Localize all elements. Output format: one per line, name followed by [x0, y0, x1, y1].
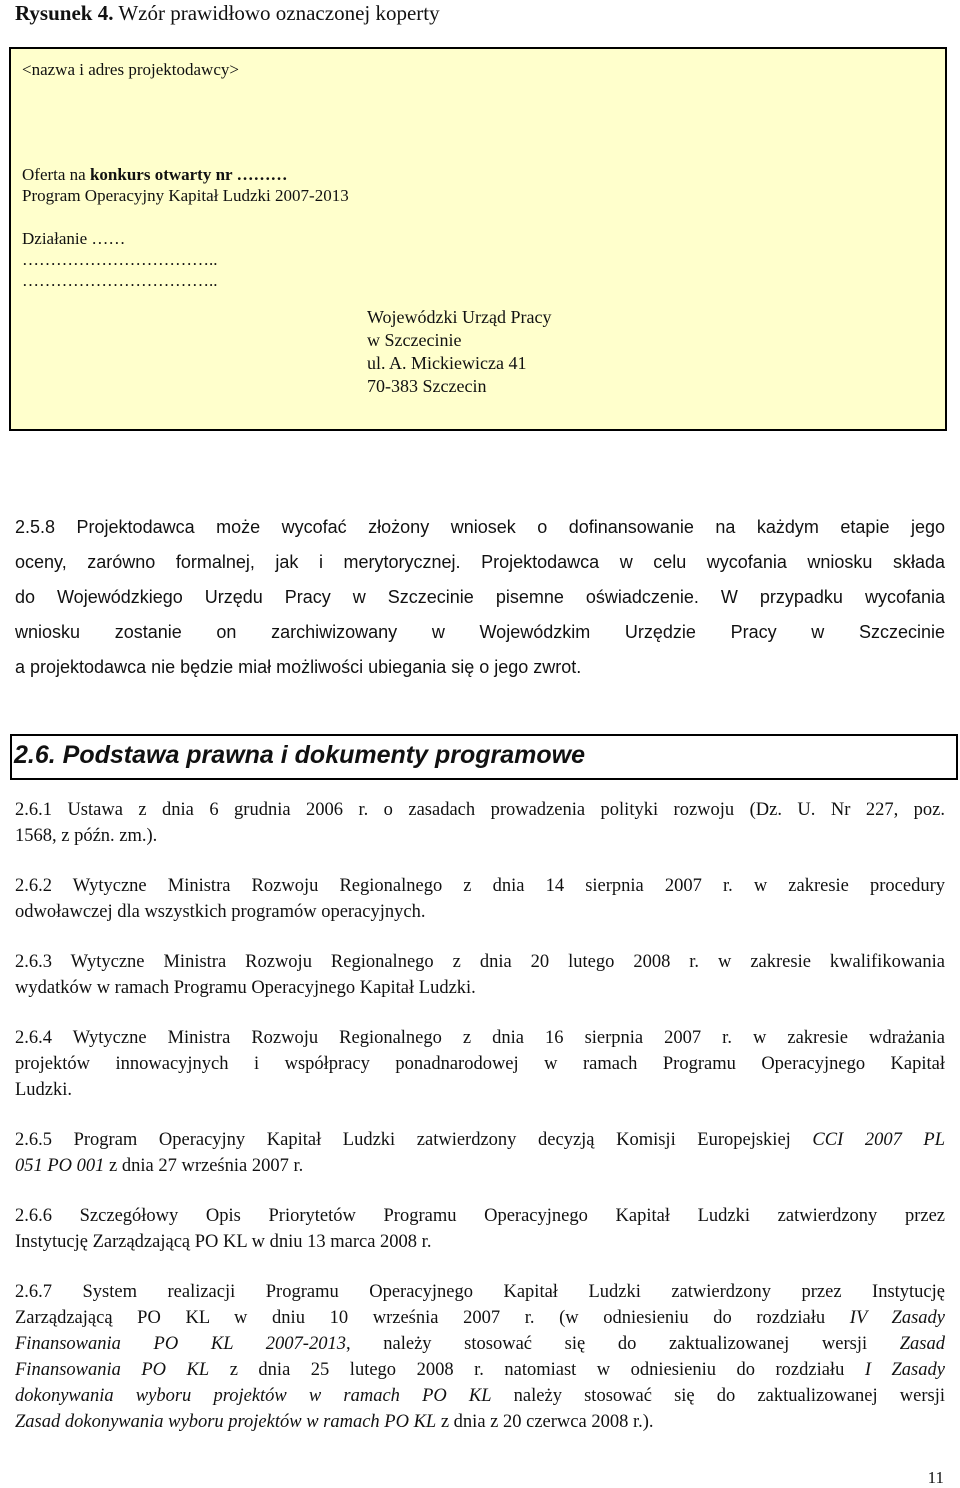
- envelope-address-line2: w Szczecinie: [367, 330, 462, 350]
- reference-line: [15, 1409, 945, 1435]
- envelope-sender: <nazwa i adres projektodawcy>: [22, 60, 239, 79]
- envelope-offer: [22, 164, 288, 185]
- reference-line: 2.6.3 Wytyczne Ministra Rozwoju Regionalnego z dnia 20 lutego 2008 r. w zakresie kwalifikowania: [15, 952, 945, 972]
- reference-line: [15, 1357, 945, 1383]
- reference-text: z dnia 25 lutego 2008 r. natomiast w odniesieniu do rozdziału: [209, 1360, 865, 1380]
- figure-label: Rysunek 4.: [15, 1, 114, 25]
- reference-line: [15, 1305, 945, 1331]
- envelope-program: Program Operacyjny Kapitał Ludzki 2007-2013: [22, 186, 349, 205]
- reference-line: Ludzki.: [15, 1080, 73, 1100]
- reference-line: 1568, z późn. zm.).: [15, 826, 158, 846]
- reference-text: z dnia 27 września 2007 r.: [104, 1156, 304, 1176]
- reference-italic: Zasad: [899, 1334, 946, 1354]
- reference-line: 2.6.7 System realizacji Programu Operacyjnego Kapitał Ludzki zatwierdzony przez Instytucję: [15, 1282, 945, 1302]
- reference-italic: Zasad dokonywania wyboru projektów w ramach PO KL: [15, 1412, 437, 1432]
- reference-2-6-7: [15, 1279, 945, 1435]
- reference-italic: CCI 2007 PL: [812, 1130, 945, 1150]
- reference-line: 2.6.1 Ustawa z dnia 6 grudnia 2006 r. o zasadach prowadzenia polityki rozwoju (Dz. U. Nr 227, poz.: [15, 800, 945, 820]
- reference-line: wydatków w ramach Programu Operacyjnego Kapitał Ludzki.: [15, 978, 476, 998]
- figure-caption: [15, 0, 440, 26]
- reference-italic: Finansowania PO KL 2007-2013: [15, 1334, 346, 1354]
- figure-caption-text: Wzór prawidłowo oznaczonej koperty: [118, 1, 440, 25]
- reference-text: , należy stosować się do zaktualizowanej wersji: [345, 1334, 900, 1354]
- reference-line: projektów innowacyjnych i współpracy ponadnarodowej w ramach Programu Operacyjnego Kapitał: [15, 1054, 945, 1074]
- reference-line: 2.6.4 Wytyczne Ministra Rozwoju Regionalnego z dnia 16 sierpnia 2007 r. w zakresie wdrażania: [15, 1028, 945, 1048]
- reference-2-6-6: [15, 1203, 945, 1255]
- envelope-action: Działanie ……: [22, 229, 126, 248]
- reference-italic: Finansowania PO KL: [15, 1360, 210, 1380]
- reference-2-6-1: [15, 797, 945, 849]
- page-number: 11: [927, 1468, 944, 1487]
- envelope-dots-1: ……………………………..: [22, 250, 218, 269]
- reference-text: należy stosować się do zaktualizowanej wersji: [491, 1386, 945, 1406]
- reference-text: Zarządzającą PO KL w dniu 10 września 2007 r. (w odniesieniu do rozdziału: [15, 1308, 850, 1328]
- reference-line: [15, 1383, 945, 1409]
- paragraph-line: do Wojewódzkiego Urzędu Pracy w Szczecinie pisemne oświadczenie. W przypadku wycofania: [15, 587, 945, 607]
- reference-2-6-2: [15, 873, 945, 925]
- paragraph-line: wniosku zostanie on zarchiwizowany w Wojewódzkim Urzędzie Pracy w Szczecinie: [15, 622, 945, 642]
- envelope-dots-2: ……………………………..: [22, 271, 218, 290]
- reference-text: z dnia z 20 czerwca 2008 r.).: [436, 1412, 654, 1432]
- reference-2-6-3: [15, 949, 945, 1001]
- envelope-address-line4: 70-383 Szczecin: [367, 376, 487, 396]
- reference-italic: IV Zasady: [849, 1308, 946, 1328]
- reference-line: [15, 1153, 945, 1179]
- paragraph-line: oceny, zarówno formalnej, jak i merytorycznej. Projektodawca w celu wycofania wniosku składa: [15, 552, 945, 572]
- paragraph-2-5-8: [15, 510, 945, 685]
- reference-italic: 051 PO 001: [15, 1156, 105, 1176]
- reference-line: [15, 1127, 945, 1153]
- reference-2-6-4: [15, 1025, 945, 1103]
- reference-line: [15, 1331, 945, 1357]
- envelope-offer-bold: konkurs otwarty nr ………: [89, 165, 288, 184]
- envelope-offer-prefix: Oferta na: [22, 165, 90, 184]
- reference-italic: I Zasady: [864, 1360, 945, 1380]
- envelope-address-line1: Wojewódzki Urząd Pracy: [367, 307, 552, 327]
- reference-line: 2.6.2 Wytyczne Ministra Rozwoju Regionalnego z dnia 14 sierpnia 2007 r. w zakresie procedury: [15, 876, 945, 896]
- envelope-address-line3: ul. A. Mickiewicza 41: [367, 353, 527, 373]
- paragraph-line: 2.5.8 Projektodawca może wycofać złożony wniosek o dofinansowanie na każdym etapie jego: [15, 517, 945, 537]
- reference-line: odwoławczej dla wszystkich programów operacyjnych.: [15, 902, 426, 922]
- section-heading: 2.6. Podstawa prawna i dokumenty programowe: [14, 741, 585, 769]
- reference-text: 2.6.5 Program Operacyjny Kapitał Ludzki zatwierdzony decyzją Komisji Europejskiej: [15, 1130, 813, 1150]
- reference-line: Instytucję Zarządzającą PO KL w dniu 13 marca 2008 r.: [15, 1232, 432, 1252]
- reference-line: 2.6.6 Szczegółowy Opis Priorytetów Programu Operacyjnego Kapitał Ludzki zatwierdzony przez: [15, 1206, 945, 1226]
- reference-italic: dokonywania wyboru projektów w ramach PO KL: [15, 1386, 492, 1406]
- paragraph-line: a projektodawca nie będzie miał możliwości ubiegania się o jego zwrot.: [15, 657, 582, 677]
- reference-2-6-5: [15, 1127, 945, 1179]
